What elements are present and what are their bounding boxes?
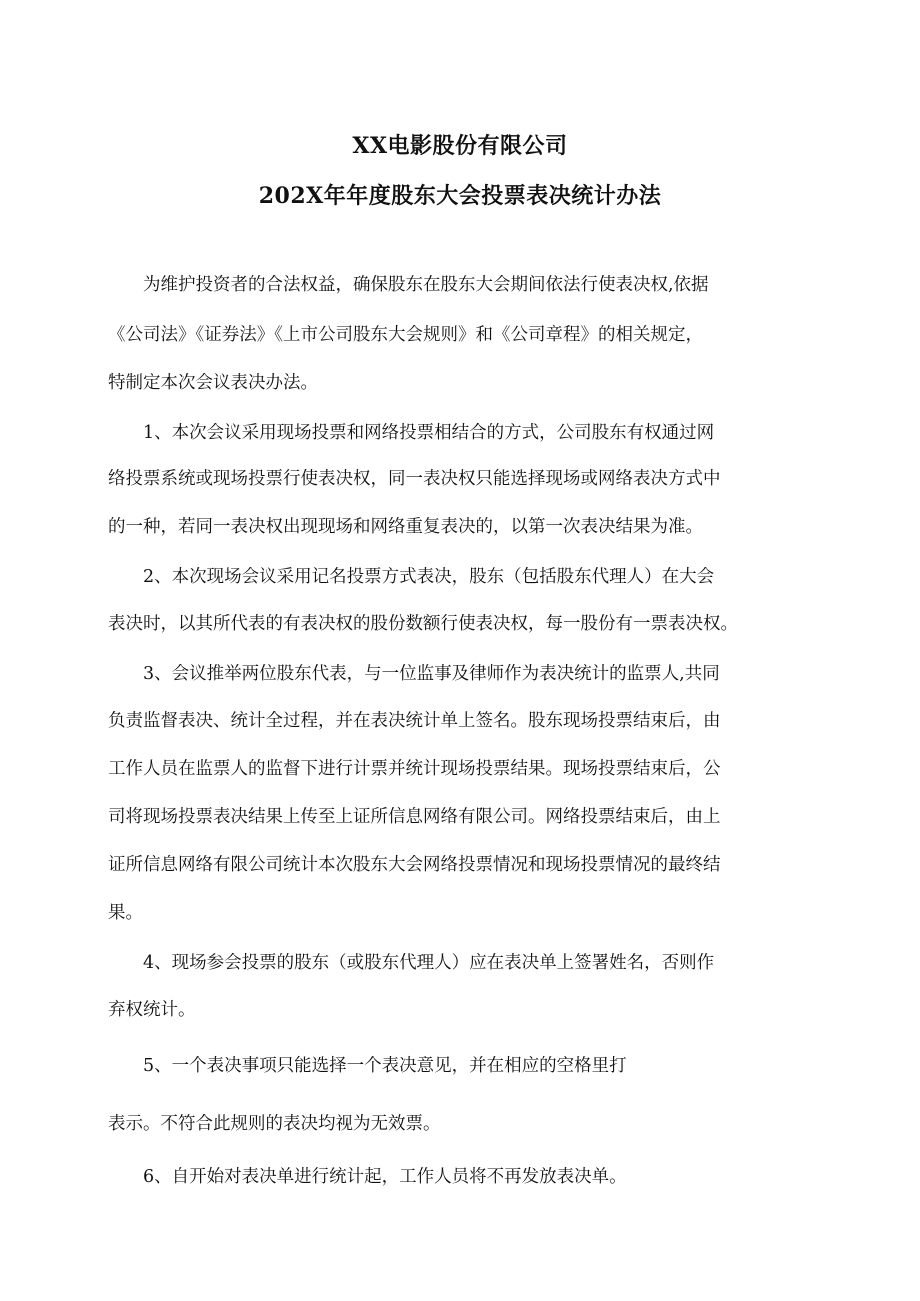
- body-line: 《公司法》《证券法》《上市公司股东大会规则》和《公司章程》的相关规定，: [108, 325, 703, 345]
- body-line: 证所信息网络有限公司统计本次股东大会网络投票情况和现场投票情况的最终结: [108, 855, 721, 875]
- body-line: 果。: [108, 903, 143, 923]
- body-line: 络投票系统或现场投票行使表决权，同一表决权只能选择现场或网络表决方式中: [108, 469, 721, 489]
- body-line: 表示。不符合此规则的表决均视为无效票。: [108, 1114, 441, 1134]
- body-line: 5、一个表决事项只能选择一个表决意见，并在相应的空格里打: [108, 1056, 627, 1076]
- body-line: 弃权统计。: [108, 1000, 196, 1020]
- body-line: 司将现场投票表决结果上传至上证所信息网络有限公司。网络投票结束后，由上: [108, 807, 721, 827]
- document-title-company: XX电影股份有限公司: [352, 133, 568, 159]
- body-line: 负责监督表决、统计全过程，并在表决统计单上签名。股东现场投票结束后，由: [108, 711, 721, 731]
- body-line: 4、现场参会投票的股东（或股东代理人）应在表决单上签署姓名，否则作: [108, 953, 715, 973]
- body-line: 表决时，以其所代表的有表决权的股份数额行使表决权，每一股份有一票表决权。: [108, 614, 738, 634]
- body-line: 2、本次现场会议采用记名投票方式表决，股东（包括股东代理人）在大会: [108, 567, 715, 587]
- body-line: 工作人员在监票人的监督下进行计票并统计现场投票结果。现场投票结束后，公: [108, 759, 721, 779]
- body-line: 6、自开始对表决单进行统计起，工作人员将不再发放表决单。: [108, 1167, 627, 1187]
- body-line: 为维护投资者的合法权益，确保股东在股东大会期间依法行使表决权,依据: [108, 275, 709, 295]
- body-line: 的一种，若同一表决权出现现场和网络重复表决的，以第一次表决结果为准。: [108, 517, 703, 537]
- body-line: 1、本次会议采用现场投票和网络投票相结合的方式，公司股东有权通过网: [108, 423, 715, 443]
- body-line: 3、会议推举两位股东代表，与一位监事及律师作为表决统计的监票人,共同: [108, 664, 720, 684]
- document-title-method: 202X年年度股东大会投票表决统计办法: [258, 183, 662, 209]
- body-line: 特制定本次会议表决办法。: [108, 373, 318, 393]
